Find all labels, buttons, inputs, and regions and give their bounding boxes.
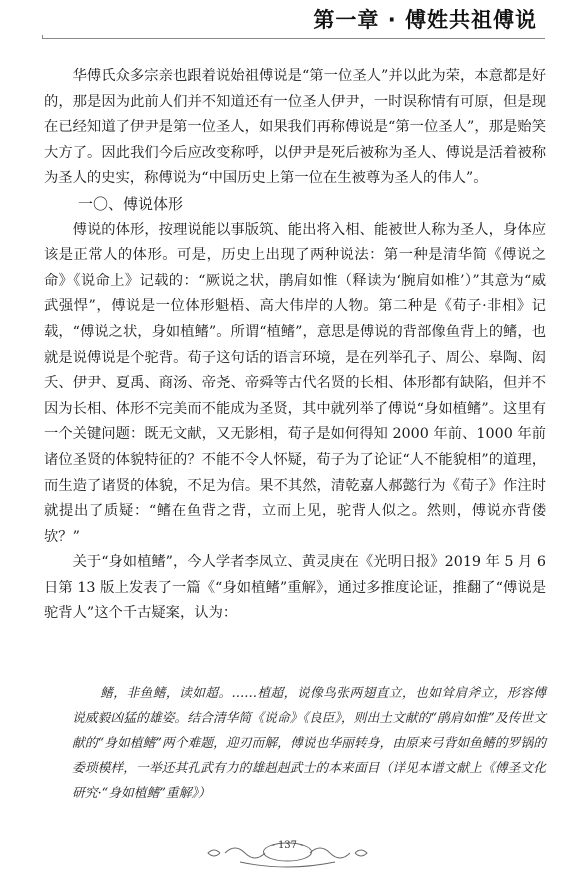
header-rule xyxy=(42,38,545,39)
section-heading: 一〇、傅说体形 xyxy=(78,194,184,213)
ornament-bottom-swirl xyxy=(240,862,335,867)
page-number: - 137 - xyxy=(271,840,304,851)
paragraph-body-shape: 傅说的体形，按理说能以事版筑、能出将入相、能被世人称为圣人，身体应该是正常人的体形。可是，历史上出现了两种说法：第一种是清华简《傅说之命》《说命上》记载的：“厥说之状，鹃肩如惟（释读为‘腕肩如椎’）”其意为“威武强悍”，傅说是一位体形魁梧、高大伟岸的人物。第二种是《荀子·非相》记载，“傅说之状，身如植鳍”。所谓“植鳍”，意思是傅说的背部像鱼背上的鳍，也就是说傅说是个驼背。荀子这句话的语言环境，是在列举孔子、周公、皋陶、闳夭、伊尹、夏禹、商汤、帝尧、帝舜等古代名贤的长相、体形都有缺陷，但并不因为长相、体形不完美而不能成为圣贤，其中就列举了傅说“身如植鳍”。这里有一个关键问题：既无文献，又无影相，荀子是如何得知 2000 年前、1000 年前诸位圣贤的体貌特征的？不能不令人怀疑，荀子为了论证“人不能貌相”的道理，而生造了诸贤的体貌，不足为信。果不其然，清乾嘉人郝懿行为《荀子》作注时就提出了质疑：“鳍在鱼背之背，立而上见，驼背人似之。然则，傅说亦背偻欤？” xyxy=(44,221,546,545)
paragraph-intro: 华傅氏众多宗亲也跟着说始祖傅说是“第一位圣人”并以此为荣，本意都是好的，那是因为此前人们并不知道还有一位圣人伊尹，一时误称情有可原，但是现在已经知道了伊尹是第一位圣人，如果我们再称傅说是“第一位圣人”，那是贻笑大方了。因此我们今后应改变称呼，以伊尹是死后被称为圣人、傅说是活着被称为圣人的史实，称傅说为“中国历史上第一位在生被尊为圣人的伟人”。 xyxy=(44,68,546,187)
chapter-title: 第一章 · 傅姓共祖傅说 xyxy=(313,8,537,32)
block-quote: 鳍，非鱼鳍，读如超。……植超，说像鸟张两翅直立，也如耸肩斧立，形容傅说威毅凶猛的雄姿。结合清华简《说命》《良臣》，则出土文献的“鹃肩如惟”及传世文献的“身如植鳍”两个难题，迎刃而解，傅说也华丽转身，由原来弓背如鱼鳍的罗锅的委琐模样，一举还其孔武有力的雄赳赳武士的本来面目（详见本谱文献上《傅圣文化研究·“身如植鳍”重解》） xyxy=(72,685,546,801)
body-text xyxy=(44,64,546,627)
paragraph-reinterpretation: 关于“身如植鳍”，今人学者李凤立、黄灵庚在《光明日报》2019 年 5 月 6 日第 13 版上发表了一篇《“身如植鳍”重解》，通过多推度论证，推翻了“傅说是驼背人”这个千古疑案，认为： xyxy=(44,554,546,622)
